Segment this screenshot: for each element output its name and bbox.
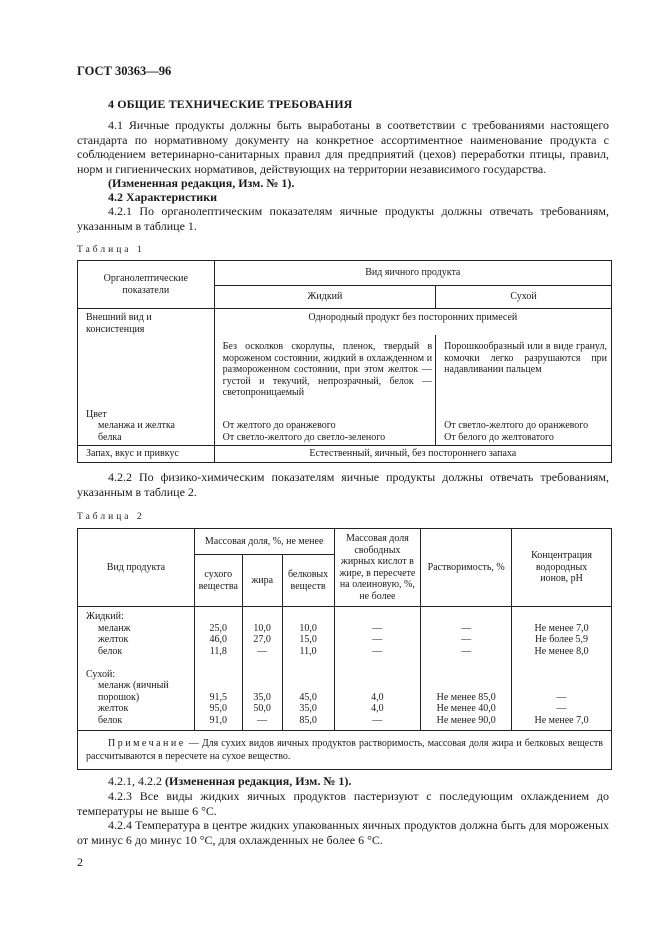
t2-header-dry-matter: сухого вещества [194,555,242,607]
paragraph-4-2-2: 4.2.2 По физико-химическим показателям яичные продукты должны отвечать требованиям, указанным в таблице 2. [77,470,609,499]
t2-header-mass: Массовая доля, %, не менее [194,529,334,555]
t2-header-product: Вид продукта [78,529,195,607]
standard-header: ГОСТ 30363—96 [77,64,172,78]
t2-header-ffa: Массовая доля свободных жирных кислот в жире, в пересчете на олеиновую, %, не более [334,529,421,607]
t2-col-ffa: — — — 4,0 4,0 — [334,607,421,731]
t2-header-solubility: Растворимость, % [421,529,512,607]
t2-header-ph: Концентрация водородных ионов, pH [512,529,612,607]
t1-header-indicator: Органолептические показатели [78,261,215,309]
table-2-caption: Таблица 2 [77,512,145,522]
paragraph-4-2-1: 4.2.1 По органолептическим показателям яичные продукты должны отвечать требованиям, указанным в таблице 1. [77,204,609,233]
t2-col-solubility: — — — Не менее 85,0 Не менее 40,0 Не менее 90,0 [421,607,512,731]
t1-header-liquid: Жидкий [214,286,436,309]
t1-row1-common: Однородный продукт без посторонних примесей [214,309,611,336]
paragraph-4-2-3: 4.2.3 Все виды жидких яичных продуктов пастеризуют с последующим охлаждением до температуры не выше 6 °С. [77,789,609,818]
table-2 [77,528,612,770]
t2-col-product-names: Жидкий: меланж желток белок Сухой: меланж (яичный порошок) желток белок [78,607,195,731]
t1-header-product-type: Вид яичного продукта [214,261,611,286]
heading-4-2: 4.2 Характеристики [108,190,218,204]
t2-note: Примечание — Для сухих видов яичных продуктов растворимость, массовая доля жира и белковых веществ рассчитываются в пересчете на сухое вещество. [78,731,612,770]
paragraph-4-2-4: 4.2.4 Температура в центре жидких упакованных яичных продуктов должна быть для мороженых от минус 6 до минус 10 °С, для охлажденных не более 6 °С. [77,818,609,847]
t2-col-ph: Не менее 7,0 Не более 5,9 Не менее 8,0 — — Не менее 7,0 [512,607,612,731]
t2-header-protein: белковых веществ [282,555,334,607]
t1-row1-label-spacer [78,335,215,403]
t2-col-dry-matter: 25,0 46,0 11,8 91,5 95,0 91,0 [194,607,242,731]
amendment-note-2: 4.2.1, 4.2.2 (Измененная редакция, Изм. № 1). [108,774,352,788]
t1-header-dry: Сухой [436,286,612,309]
t1-row3-label: Запах, вкус и привкус [78,446,215,463]
t1-row3-common: Естественный, яичный, без постороннего запаха [214,446,611,463]
paragraph-4-1: 4.1 Яичные продукты должны быть выработаны в соответствии с требованиями настоящего стандарта по нормативному документу на конкретное ассортиментное наименование продукта с соблюдением ветеринарно-санитарных правил для предприятий (цехов) переработки птицы, правил, норм и гигиенических нормативов, действующих на территории независимого государства. [77,118,609,176]
t1-row1-label: Внешний вид и консистенция [78,309,215,336]
t2-col-protein: 10,0 15,0 11,0 45,0 35,0 85,0 [282,607,334,731]
t2-header-fat: жира [242,555,282,607]
amendment-note-1: (Измененная редакция, Изм. № 1). [108,176,295,190]
table-1 [77,260,612,463]
t1-row2-liquid: От желтого до оранжевого От светло-желтого до светло-зеленого [214,403,436,446]
t1-row2-dry: От светло-желтого до оранжевого От белого до желтоватого [436,403,612,446]
t2-col-fat: 10,0 27,0 — 35,0 50,0 — [242,607,282,731]
table-1-caption: Таблица 1 [77,245,145,255]
section-title: 4 ОБЩИЕ ТЕХНИЧЕСКИЕ ТРЕБОВАНИЯ [108,97,353,111]
t1-row1-dry: Порошкообразный или в виде гранул, комочки легко разрушаются при надавливании пальцем [436,335,612,403]
page-number: 2 [77,855,83,869]
t1-row1-liquid: Без осколков скорлупы, пленок, твердый в мороженом состоянии, жидкий в охлажденном и размороженном состоянии, при этом желток — густой и текучий, непрозрачный, белок — светопроницаемый [214,335,436,403]
t1-row2-label: Цвет меланжа и желтка белка [78,403,215,446]
